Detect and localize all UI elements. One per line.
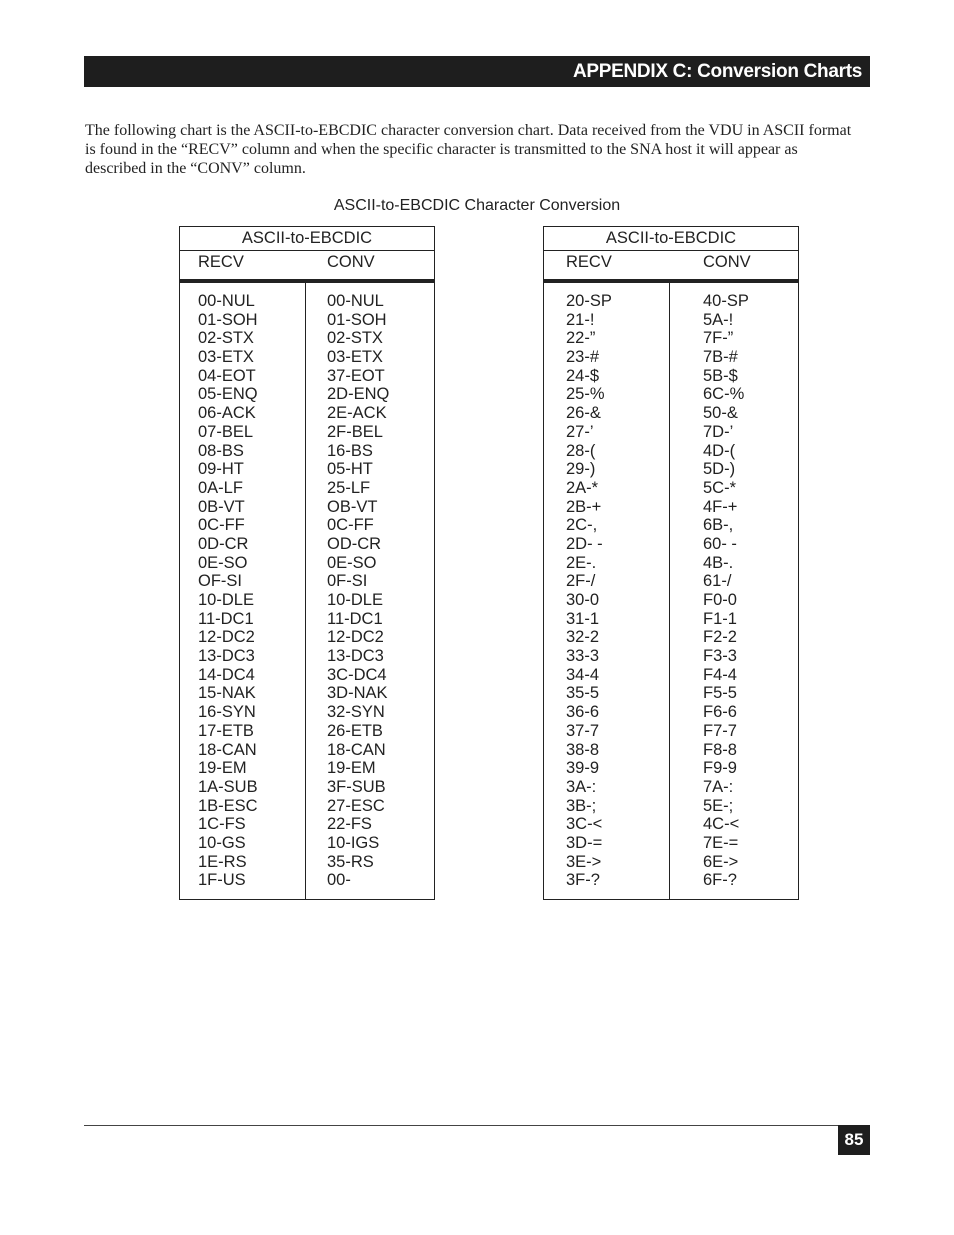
table-cell: 0C-FF: [198, 516, 245, 535]
table-cell: 00-NUL: [327, 292, 384, 310]
table-cell: 3D-=: [566, 833, 603, 852]
table-cell: F3-3: [703, 647, 737, 666]
recv-column: [198, 292, 258, 890]
table-cell: 6C-%: [703, 385, 745, 404]
table-cell: 2D-ENQ: [327, 385, 390, 404]
table-cell: 28-(: [566, 441, 596, 460]
table-cell: 4F-+: [703, 497, 738, 516]
table-cell: 0A-LF: [198, 478, 243, 497]
table-cell: 01-SOH: [327, 310, 387, 329]
conv-column: [327, 292, 389, 890]
table-title: ASCII-to-EBCDIC: [605, 229, 737, 247]
footer-rule: [84, 1125, 870, 1126]
table-cell: 1E-RS: [198, 852, 247, 871]
table-cell: F1-1: [703, 609, 737, 628]
table-cell: 4C-<: [703, 815, 740, 834]
table-header-rule: [180, 279, 434, 283]
table-cell: 61-/: [703, 572, 732, 591]
table-cell: F5-5: [703, 684, 737, 703]
table-cell: F6-6: [703, 703, 737, 722]
table-cell: 35-RS: [327, 852, 374, 871]
table-cell: 04-EOT: [198, 366, 256, 385]
table-cell: 11-DC1: [327, 609, 383, 628]
table-cell: 3A-:: [566, 777, 597, 796]
table-cell: 0B-VT: [198, 497, 245, 516]
table-cell: 3D-NAK: [327, 684, 388, 703]
table-cell: 2D- -: [566, 534, 603, 553]
table-cell: 09-HT: [198, 460, 244, 479]
table-cell: 14-DC4: [198, 665, 255, 684]
table-cell: 13-DC3: [198, 647, 255, 666]
table-cell: 29-): [566, 460, 596, 479]
table-cell: 3B-;: [566, 796, 597, 815]
conv-column: [703, 292, 749, 890]
header-title: APPENDIX C: Conversion Charts: [572, 60, 862, 82]
table-cell: 2C-,: [566, 516, 598, 535]
table-cell: 33-3: [566, 647, 600, 666]
table-cell: 10-DLE: [327, 591, 383, 609]
table-cell: 13-DC3: [327, 647, 384, 666]
table-cell: 06-ACK: [198, 404, 256, 423]
table-cell: 2B-+: [566, 497, 602, 516]
table-cell: 2A-*: [566, 478, 599, 497]
table-cell: 2E-ACK: [327, 404, 387, 423]
column-header-conv: CONV: [327, 253, 375, 271]
table-divider: [180, 250, 434, 251]
table-cell: 16-BS: [327, 441, 373, 460]
table-cell: 0C-FF: [327, 516, 374, 535]
table-cell: 37-7: [566, 721, 600, 740]
table-cell: 23-#: [566, 348, 600, 367]
table-cell: 7D-’: [703, 422, 734, 441]
table-cell: 1F-US: [198, 871, 246, 890]
table-cell: 19-EM: [327, 759, 376, 778]
table-cell: 1A-SUB: [198, 777, 258, 796]
table-title: ASCII-to-EBCDIC: [241, 229, 373, 247]
table-cell: 5B-$: [703, 366, 738, 385]
table-cell: 12-DC2: [198, 628, 255, 647]
table-cell: 2F-/: [566, 572, 596, 591]
conversion-table-2: [543, 226, 799, 900]
table-cell: 15-NAK: [198, 684, 256, 703]
table-cell: 32-2: [566, 628, 600, 647]
table-cell: 10-GS: [198, 833, 246, 852]
table-cell: OB-VT: [327, 497, 378, 516]
table-cell: 3F-SUB: [327, 777, 386, 796]
table-cell: 36-6: [566, 703, 600, 722]
table-cell: 31-1: [566, 609, 600, 628]
table-cell: 16-SYN: [198, 703, 256, 722]
chart-caption: ASCII-to-EBCDIC Character Conversion: [333, 197, 621, 214]
table-cell: 00-: [327, 871, 351, 890]
table-cell: 34-4: [566, 665, 600, 684]
table-cell: 0E-SO: [327, 553, 377, 572]
table-cell: 7E-=: [703, 833, 739, 852]
table-cell: 17-ETB: [198, 721, 254, 740]
table-cell: 39-9: [566, 759, 600, 778]
table-cell: OF-SI: [198, 572, 242, 591]
table-cell: 05-HT: [327, 460, 373, 479]
table-cell: 22-”: [566, 329, 596, 348]
table-header-rule: [544, 279, 798, 283]
table-cell: 25-LF: [327, 478, 371, 497]
table-cell: 3C-<: [566, 815, 603, 834]
table-cell: 7B-#: [703, 348, 738, 367]
table-cell: 18-CAN: [198, 740, 257, 759]
table-cell: F9-9: [703, 759, 737, 778]
table-cell: 6F-?: [703, 871, 737, 890]
table-cell: 03-ETX: [327, 348, 383, 367]
table-cell: 7A-:: [703, 777, 734, 796]
table-cell: 5A-!: [703, 310, 734, 329]
table-cell: 5C-*: [703, 478, 737, 497]
table-cell: 2E-.: [566, 553, 597, 572]
table-cell: 6E->: [703, 852, 739, 871]
table-cell: 3E->: [566, 852, 602, 871]
table-cell: 60- -: [703, 534, 737, 553]
table-cell: 22-FS: [327, 815, 372, 834]
table-cell: 00-NUL: [198, 292, 255, 310]
table-cell: 7F-”: [703, 329, 734, 348]
table-cell: 27-ESC: [327, 796, 385, 815]
table-cell: 07-BEL: [198, 422, 254, 441]
table-cell: 02-STX: [327, 329, 383, 348]
table-cell: 2F-BEL: [327, 422, 383, 441]
table-divider: [544, 250, 798, 251]
table-cell: 1C-FS: [198, 815, 246, 834]
table-cell: 3F-?: [566, 871, 600, 890]
table-cell: 30-0: [566, 591, 600, 609]
column-divider: [669, 283, 670, 899]
table-cell: F8-8: [703, 740, 737, 759]
table-cell: 32-SYN: [327, 703, 385, 722]
table-cell: 24-$: [566, 366, 600, 385]
table-cell: 4B-.: [703, 553, 734, 572]
table-cell: 08-BS: [198, 441, 244, 460]
table-cell: 21-!: [566, 310, 595, 329]
table-cell: 02-STX: [198, 329, 254, 348]
table-cell: 5E-;: [703, 796, 734, 815]
table-cell: OD-CR: [327, 534, 382, 553]
table-cell: 3C-DC4: [327, 665, 387, 684]
column-divider: [305, 283, 306, 899]
table-cell: 50-&: [703, 404, 738, 423]
page-header: [84, 56, 870, 87]
table-cell: 18-CAN: [327, 740, 386, 759]
table-cell: 40-SP: [703, 292, 749, 310]
table-cell: 05-ENQ: [198, 385, 258, 404]
table-cell: 01-SOH: [198, 310, 258, 329]
table-cell: 27-’: [566, 422, 594, 441]
table-cell: 10-IGS: [327, 833, 380, 852]
table-cell: 1B-ESC: [198, 796, 258, 815]
table-cell: 11-DC1: [198, 609, 254, 628]
page-number: 85: [838, 1125, 870, 1155]
table-cell: 37-EOT: [327, 366, 385, 385]
table-cell: 26-ETB: [327, 721, 383, 740]
table-cell: F4-4: [703, 665, 737, 684]
table-cell: 12-DC2: [327, 628, 384, 647]
table-cell: F2-2: [703, 628, 737, 647]
table-cell: 03-ETX: [198, 348, 254, 367]
table-cell: 26-&: [566, 404, 601, 423]
column-header-recv: RECV: [566, 253, 612, 271]
table-cell: 10-DLE: [198, 591, 254, 609]
column-header-conv: CONV: [703, 253, 751, 271]
conversion-table-1: [179, 226, 435, 900]
table-cell: 5D-): [703, 460, 736, 479]
intro-paragraph: The following chart is the ASCII-to-EBCDIC character conversion chart. Data received from the VDU in ASCII format is found in the “RECV” column and when the specific character is transmitted to the SNA host it will appear as described in the “CONV” column.: [85, 122, 852, 177]
table-cell: 0D-CR: [198, 534, 249, 553]
table-cell: 20-SP: [566, 292, 612, 310]
table-cell: 0E-SO: [198, 553, 248, 572]
table-cell: 35-5: [566, 684, 600, 703]
table-cell: 6B-,: [703, 516, 734, 535]
table-cell: F7-7: [703, 721, 737, 740]
table-cell: 0F-SI: [327, 572, 368, 591]
table-cell: 38-8: [566, 740, 600, 759]
column-header-recv: RECV: [198, 253, 244, 271]
recv-column: [566, 292, 612, 890]
table-cell: 4D-(: [703, 441, 736, 460]
table-cell: 25-%: [566, 385, 605, 404]
table-cell: 19-EM: [198, 759, 247, 778]
table-cell: F0-0: [703, 591, 737, 609]
